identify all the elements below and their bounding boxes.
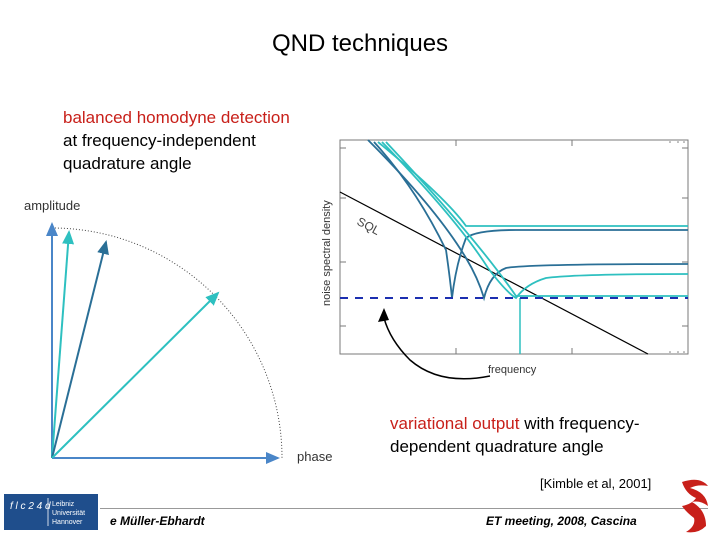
- luh-line-3: Hannover: [52, 519, 83, 526]
- minor-tick-dots: [669, 141, 685, 353]
- luh-logo-graphic: [4, 494, 98, 530]
- slide-title: QND techniques: [271, 30, 449, 57]
- curved-arrow-head: [378, 308, 389, 322]
- bhd-caption: [63, 106, 290, 175]
- var-rest-text: with frequency-: [519, 414, 640, 433]
- ego-logo-shape: [682, 480, 708, 533]
- sql-label: SQL: [354, 214, 383, 238]
- phase-label: phase: [297, 449, 333, 464]
- amplitude-label: amplitude: [24, 198, 81, 213]
- plot-ylabel: noise spectral density: [321, 200, 333, 306]
- luh-logo: [4, 494, 98, 530]
- meeting-footer: ET meeting, 2008, Cascina: [486, 514, 637, 528]
- bhd-line-1: balanced homodyne detection: [63, 108, 290, 127]
- luh-line-1: Leibniz: [52, 501, 75, 508]
- pointer-arrow: [370, 300, 500, 410]
- curved-arrow-line: [384, 318, 490, 379]
- noise-curve-teal-3: [386, 142, 688, 296]
- bhd-line-3: quadrature angle: [63, 154, 192, 173]
- luh-glyphs: f l c 2 4 d: [10, 501, 51, 512]
- phasor-diagram: [0, 190, 350, 480]
- citation: [Kimble et al, 2001]: [540, 476, 652, 491]
- phasor-arrow-3: [52, 293, 218, 458]
- var-line-1: [390, 412, 639, 435]
- plot-xlabel: frequency: [488, 364, 537, 376]
- luh-line-2: Universität: [52, 510, 86, 517]
- bhd-line-2: at frequency-independent: [63, 131, 256, 150]
- author-footer: e Müller-Ebhardt: [110, 514, 205, 528]
- noise-curve-teal-1: [382, 142, 688, 298]
- var-line-2: dependent quadrature angle: [390, 437, 604, 456]
- footer-rule: [100, 508, 708, 509]
- var-red-text: variational output: [390, 414, 520, 433]
- variational-caption: [390, 412, 639, 458]
- ego-logo: [676, 476, 716, 538]
